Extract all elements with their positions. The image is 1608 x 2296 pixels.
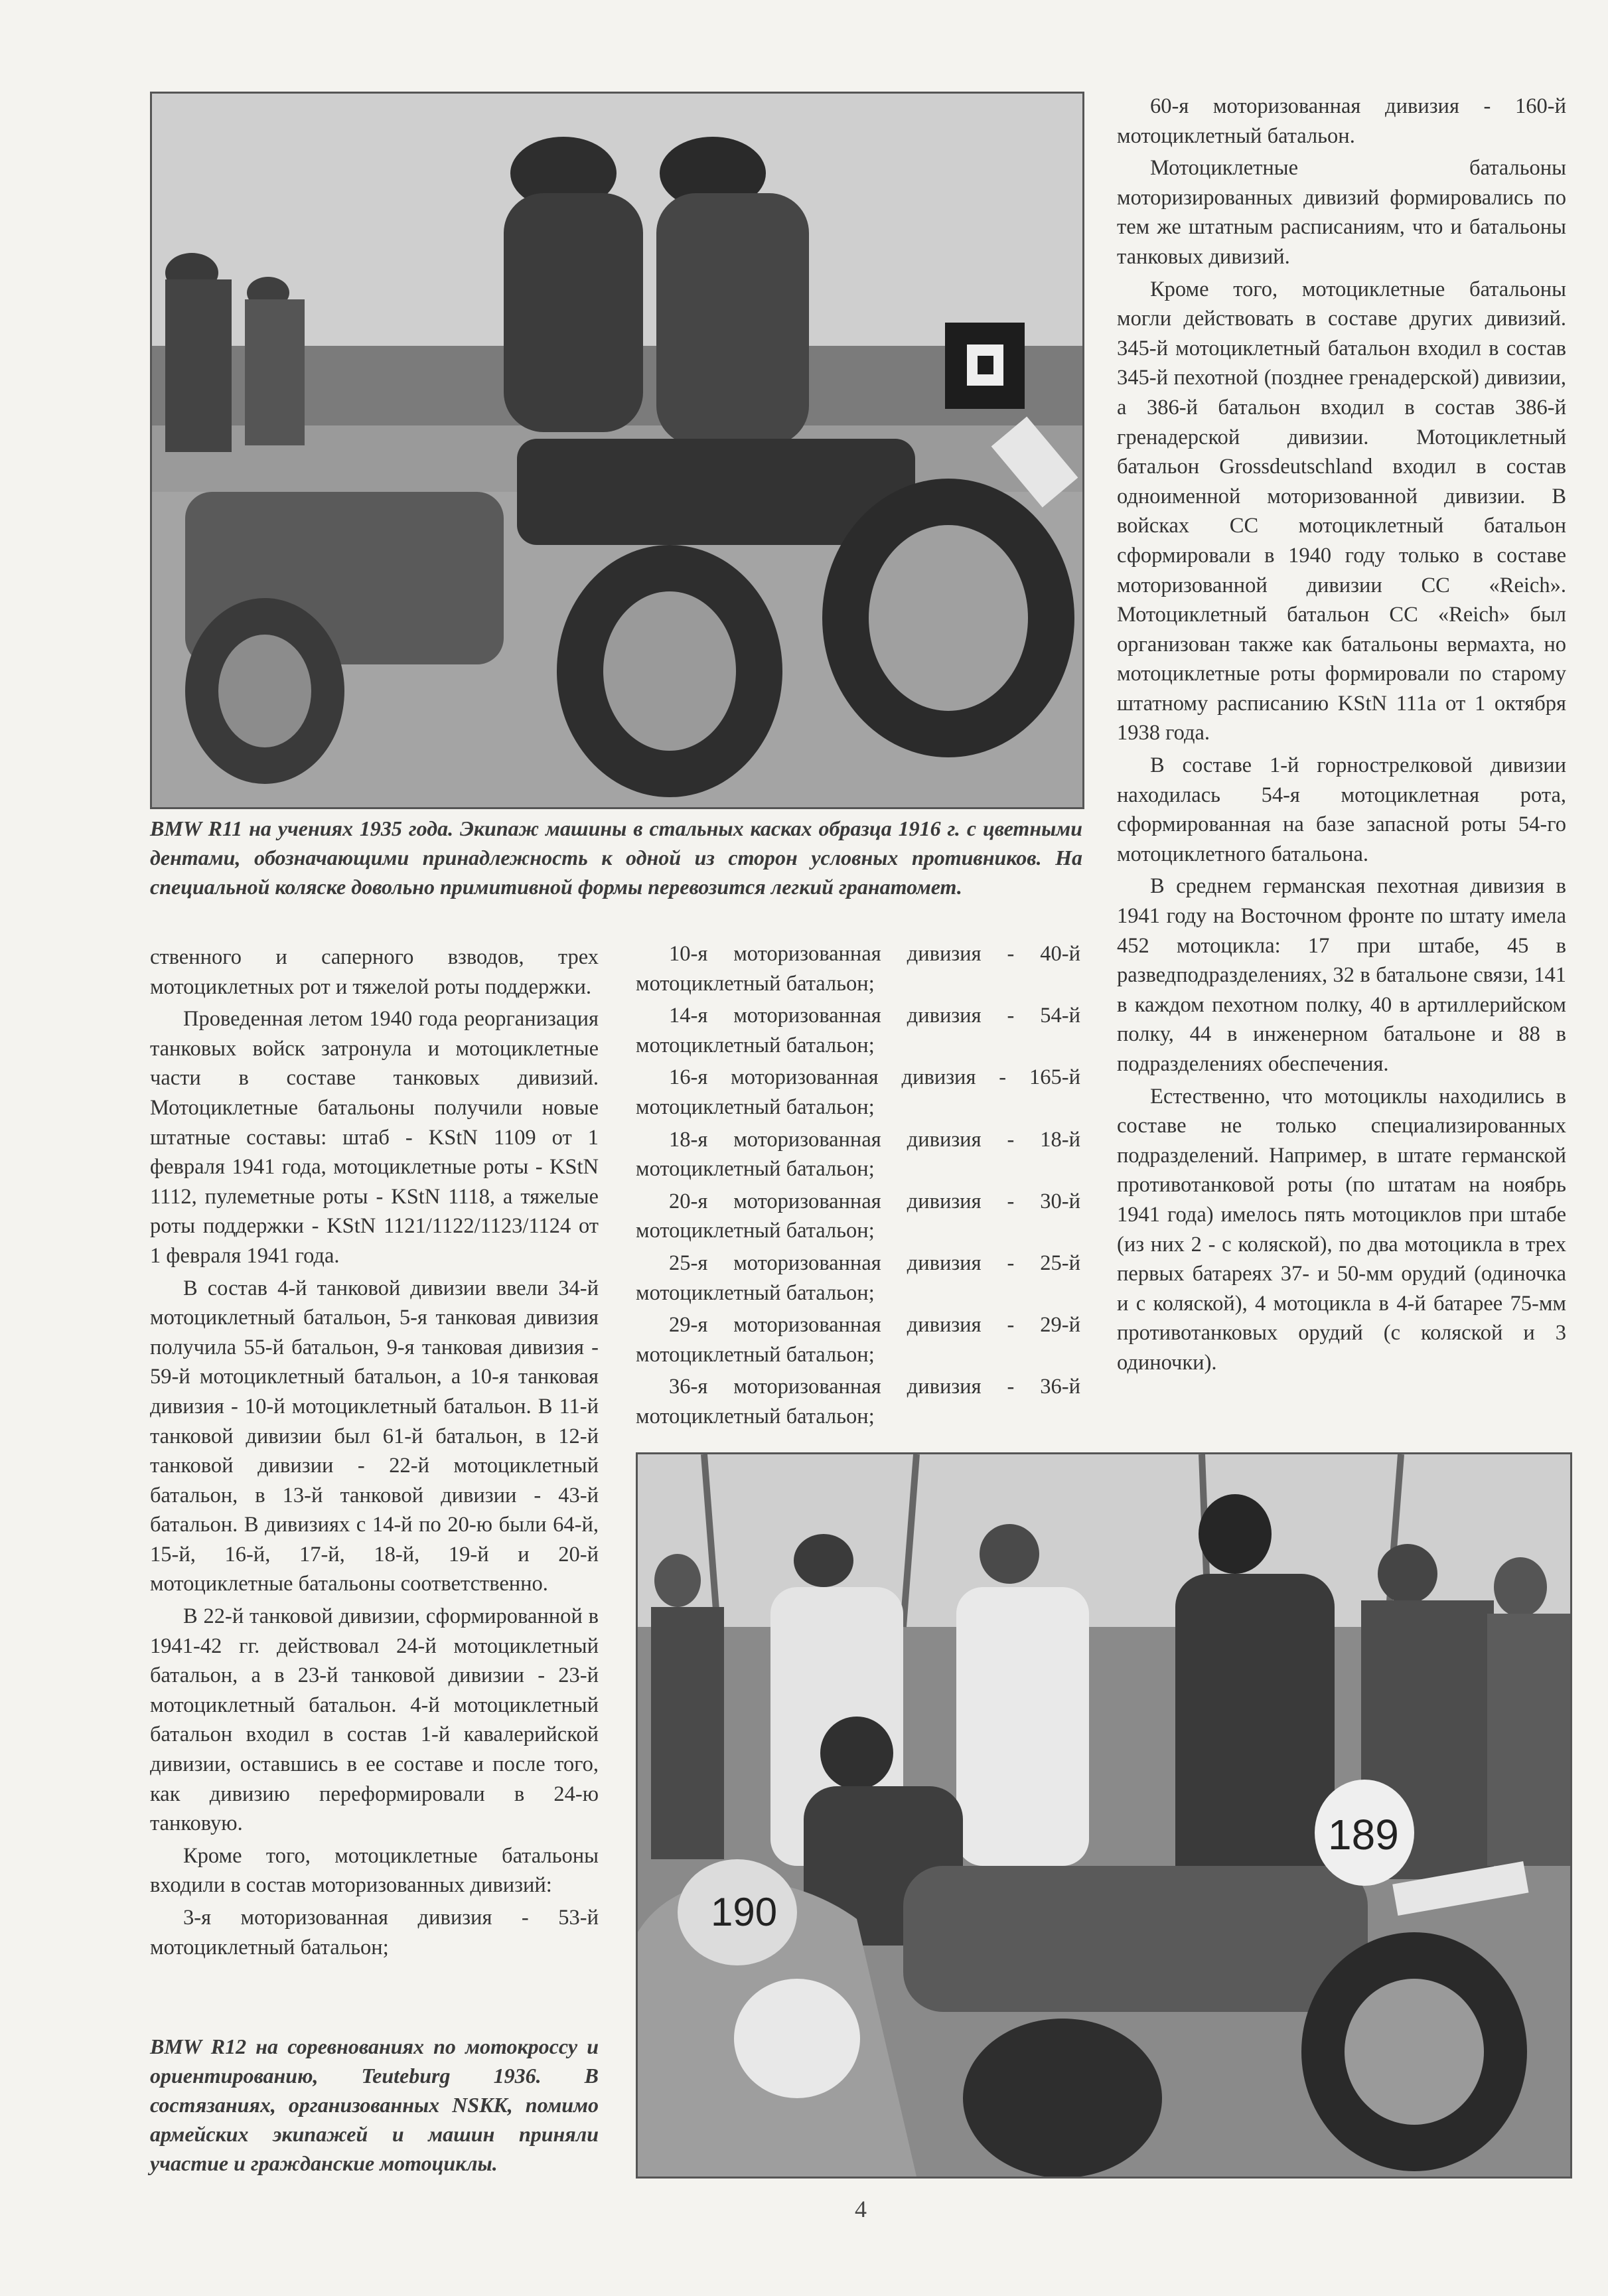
paragraph: Кроме того, мотоциклетные батальоны входили в состав моторизованных дивизий: [150, 1843, 599, 1898]
list-item: 10-я моторизованная дивизия - 40-й мотоциклетный батальон; [636, 942, 1080, 996]
paragraph: В составе 1-й горнострелковой дивизии находилась 54-я мотоциклетная рота, сформированная на базе запасной роты 54-го мотоциклетного батальона. [1117, 753, 1566, 866]
paragraph: 3-я моторизованная дивизия - 53-й мотоциклетный батальон; [150, 1906, 599, 1959]
list-item: 25-я моторизованная дивизия - 25-й мотоциклетный батальон; [636, 1251, 1080, 1305]
list-item: 18-я моторизованная дивизия - 18-й мотоциклетный батальон; [636, 1127, 1080, 1182]
list-item: 36-я моторизованная дивизия - 36-й мотоциклетный батальон; [636, 1375, 1080, 1428]
paragraph: Мотоциклетные батальоны моторизированных дивизий формировались по тем же штатным расписаниям, что и батальоны танковых дивизий. [1117, 156, 1566, 269]
paragraph: В состав 4-й танковой дивизии ввели 34-й мотоциклетный батальон, 5-я танковая дивизия получила 55-й батальон, 9-я танковая дивизия - 59-й мотоциклетный батальон, а 10-я танковая дивизия - 10-й мотоциклетный батальон. В 11-й танковой дивизии был 61-й батальон, в 12-й танковой дивизии - 22-й мотоциклетный батальон, в 13-й танковой дивизии - 43-й батальон. В дивизиях с 14-й по 20-ю были 64-й, 15-й, 16-й, 17-й, 18-й, 19-й и 20-й мотоциклетные батальоны соответственно. [150, 1276, 599, 1596]
text-column-left [150, 943, 599, 1965]
paragraph: Проведенная летом 1940 года реорганизация танковых войск затронула и мотоциклетные части в составе танковых дивизий. Мотоциклетные батальоны получили новые штатные составы: штаб - KStN 1109 от 1 февраля 1941 года, мотоциклетные роты - KStN 1112, пулеметные роты - KStN 1118, а тяжелые роты поддержки - KStN 1121/1122/1123/1124 от 1 февраля 1941 года. [150, 1007, 599, 1268]
page-number: 4 [855, 2196, 867, 2222]
list-item: 29-я моторизованная дивизия - 29-й мотоциклетный батальон; [636, 1313, 1080, 1367]
paragraph: В 22-й танковой дивизии, сформированной в 1941-42 гг. действовал 24-й мотоциклетный батальон, а в 23-й танковой дивизии - 23-й мотоциклетный батальон. 4-й мотоциклетный батальон входил в состав 1-й кавалерийской дивизии, оставшись в ее составе и после того, как дивизию переформировали в 24-ю танковую. [150, 1604, 599, 1836]
sidecar-number: 190 [711, 1890, 778, 1934]
paragraph: 60-я моторизованная дивизия - 160-й мотоциклетный батальон. [1117, 94, 1566, 148]
photo1-illustration [152, 94, 1082, 807]
text-column-middle [636, 939, 1080, 1434]
list-item: 14-я моторизованная дивизия - 54-й мотоциклетный батальон; [636, 1004, 1080, 1057]
paragraph: В среднем германская пехотная дивизия в 1941 году на Восточном фронте по штату имела 452 мотоцикла: 17 при штабе, 45 в разведподразделениях, 32 в батальоне связи, 141 в каждом пехотном полку, 40 в артиллерийском полку, 44 в инженерном батальоне и 88 в подразделениях обеспечения. [1117, 874, 1566, 1076]
list-item: 16-я моторизованная дивизия - 165-й мотоциклетный батальон; [636, 1065, 1080, 1119]
caption-photo2: BMW R12 на соревнованиях по мотокроссу и ориентированию, Teuteburg 1936. В состязаниях, организованных NSKK, помимо армейских экипажей и машин приняли участие и гражданские мотоциклы. [150, 2034, 599, 2175]
photo2-illustration [638, 1454, 1570, 2177]
photo-bmw-r11-exercise [150, 92, 1084, 809]
bike-number: 189 [1328, 1811, 1399, 1859]
paragraph: Естественно, что мотоциклы находились в составе не только специализированных подразделений. Например, в штате германской противотанковой роты (по штатам на ноябрь 1941 года) имелось пять мотоциклов при штабе (из них 2 - с коляской), по два мотоцикла в трех первых батареях 37- и 50-мм орудий (одиночка и с коляской), 4 мотоцикла в 4-й батарее 75-мм противотанковых орудий (с коляской и 3 одиночки). [1117, 1084, 1566, 1375]
photo-bmw-r12-competition [636, 1452, 1572, 2179]
caption-photo1: BMW R11 на учениях 1935 года. Экипаж машины в стальных касках образца 1916 г. с цветными дентами, обозначающими принадлежность к одной из сторон условных противников. На специальной коляске довольно примитивной формы перевозится легкий гранатомет. [150, 816, 1082, 899]
paragraph: Кроме того, мотоциклетные батальоны могли действовать в составе других дивизий. 345-й мотоциклетный батальон входил в состав 345-й пехотной (позднее гренадерской) дивизии, а 386-й батальон входил в состав 386-й гренадерской дивизии. Мотоциклетный батальон Grossdeutschland входил в состав одноименной моторизованной дивизии. В войсках СС мотоциклетный батальон сформировали в 1940 году только в составе моторизованной дивизии СС «Reich». Мотоциклетный батальон СС «Reich» был организован также как батальоны вермахта, но мотоциклетные роты формировали по старому штатному расписанию KStN 111a от 1 октября 1938 года. [1117, 277, 1566, 745]
paragraph: ственного и саперного взводов, трех мотоциклетных рот и тяжелой роты поддержки. [150, 945, 599, 999]
list-item: 20-я моторизованная дивизия - 30-й мотоциклетный батальон; [636, 1189, 1080, 1243]
text-column-right [1117, 92, 1566, 1381]
